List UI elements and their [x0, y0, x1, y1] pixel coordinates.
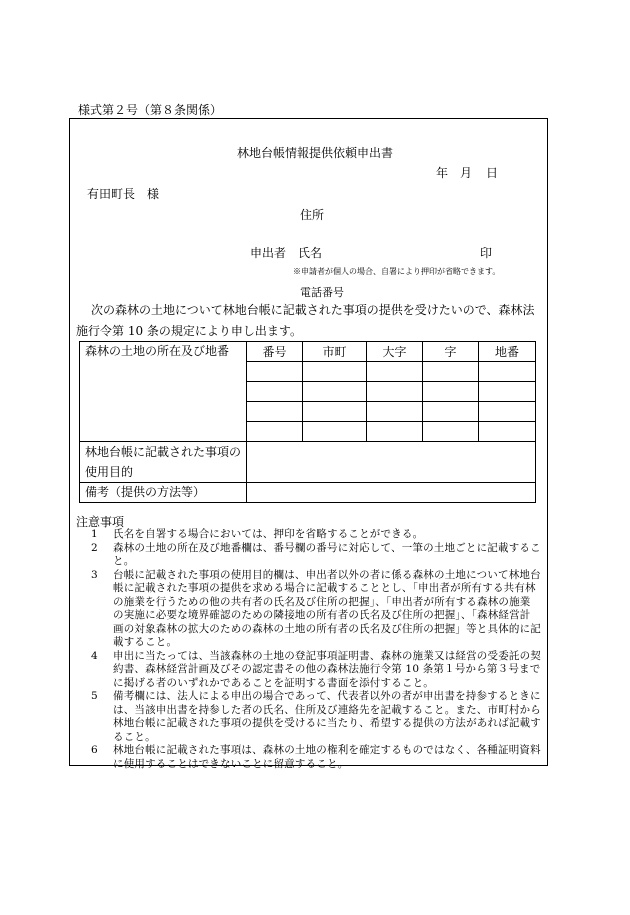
address-label: 住所: [300, 208, 325, 222]
use-purpose-field[interactable]: [247, 442, 536, 483]
location-label-cell: 森林の土地の所在及び地番: [80, 342, 247, 442]
note-text: 台帳に記載された事項の使用目的欄は、申出者以外の者に係る森林の土地について林地台帳に記載された事項の提供を求める場合に記載することとし、「申出者が所有する共有林の施業を行うための他の共有者の氏名及び住所の把握」、「申出者が所有する森林の施業の実施に必要な境界確認のための隣接地の所有者の氏名及び住所の把握」、「森林経営計画の対象森林の拡大のための森林の土地の所有者の氏名及び住所の把握」等と具体的に記載すること。: [113, 568, 541, 648]
note-item: [89, 528, 541, 542]
date-line: [436, 164, 498, 181]
seal-label: 印: [480, 246, 493, 260]
entry-cell[interactable]: [479, 402, 536, 422]
seal-note: ※申請者が個人の場合、自署により押印が省略できます。: [293, 267, 501, 276]
column-header: 字: [423, 342, 479, 362]
intro-paragraph: 次の森林の土地について林地台帳に記載された事項の提供を受けたいので、森林法施行令第 10 条の規定により申し出ます。: [76, 303, 535, 338]
date-day: 日: [486, 166, 499, 180]
applicant-name-label: 申出者 氏名: [250, 246, 323, 260]
use-purpose-label: 林地台帳に記載された事項の使用目的: [80, 442, 247, 483]
note-number: 1: [91, 528, 98, 540]
date-year: 年: [436, 166, 449, 180]
note-item: [89, 744, 541, 771]
entry-cell[interactable]: [367, 402, 423, 422]
phone-label: 電話番号: [300, 286, 344, 299]
entry-cell[interactable]: [367, 422, 423, 442]
entry-cell[interactable]: [247, 362, 303, 382]
column-header: 番号: [247, 342, 303, 362]
note-item: [89, 690, 541, 744]
addressee: 有田町長 様: [87, 187, 160, 201]
land-table-body: [80, 342, 536, 503]
entry-cell[interactable]: [247, 382, 303, 402]
entry-cell[interactable]: [247, 402, 303, 422]
table-row: [80, 483, 536, 503]
entry-cell[interactable]: [303, 382, 367, 402]
note-number: 5: [91, 690, 98, 702]
form-number-label: 様式第２号（第８条関係）: [78, 103, 223, 117]
column-header: 地番: [479, 342, 536, 362]
note-number: 6: [91, 744, 98, 756]
document-title: 林地台帳情報提供依頼申出書: [236, 146, 393, 160]
entry-cell[interactable]: [367, 382, 423, 402]
entry-cell[interactable]: [423, 422, 479, 442]
note-item: [89, 569, 541, 650]
entry-cell[interactable]: [303, 402, 367, 422]
entry-cell[interactable]: [423, 382, 479, 402]
note-text: 備考欄には、法人による申出の場合であって、代表者以外の者が申出書を持参するときには、当該申出書を持参した者の氏名、住所及び連絡先を記載すること。また、市町村から林地台帳に記載された事項の提供を受けるに当たり、希望する提供の方法があれば記載すること。: [113, 690, 541, 743]
entry-cell[interactable]: [479, 362, 536, 382]
entry-cell[interactable]: [303, 362, 367, 382]
land-table: [79, 341, 536, 503]
note-text: 森林の土地の所在及び地番欄は、番号欄の番号に対応して、一筆の土地ごとに記載すること。: [113, 541, 541, 567]
entry-cell[interactable]: [247, 422, 303, 442]
entry-cell[interactable]: [479, 382, 536, 402]
entry-cell[interactable]: [423, 402, 479, 422]
notes-list: [89, 528, 541, 771]
note-text: 申出に当たっては、当該森林の土地の登記事項証明書、森林の施業又は経営の受委託の契約書、森林経営計画及びその認定書その他の森林法施行令第 10 条第１号から第３号までに掲げる者のいずれかであることを証明する書面を添付すること。: [113, 649, 541, 689]
column-header: 大字: [367, 342, 423, 362]
entry-cell[interactable]: [367, 362, 423, 382]
note-text: 林地台帳に記載された事項は、森林の土地の権利を確定するものではなく、各種証明資料に使用することはできないことに留意すること。: [113, 744, 541, 770]
note-number: 2: [91, 541, 98, 554]
remarks-field[interactable]: [247, 483, 536, 503]
remarks-label: 備考（提供の方法等）: [80, 483, 247, 503]
note-item: [89, 650, 541, 691]
note-number: 3: [91, 568, 98, 581]
table-row: [80, 342, 536, 362]
date-month: 月: [460, 166, 473, 180]
entry-cell[interactable]: [423, 362, 479, 382]
entry-cell[interactable]: [479, 422, 536, 442]
entry-cell[interactable]: [303, 422, 367, 442]
notes-title: 注意事項: [76, 515, 125, 529]
note-item: [89, 542, 541, 569]
note-number: 4: [91, 649, 98, 662]
note-text: 氏名を自署する場合においては、押印を省略することができる。: [113, 528, 424, 540]
table-row: [80, 442, 536, 483]
column-header: 市町: [303, 342, 367, 362]
